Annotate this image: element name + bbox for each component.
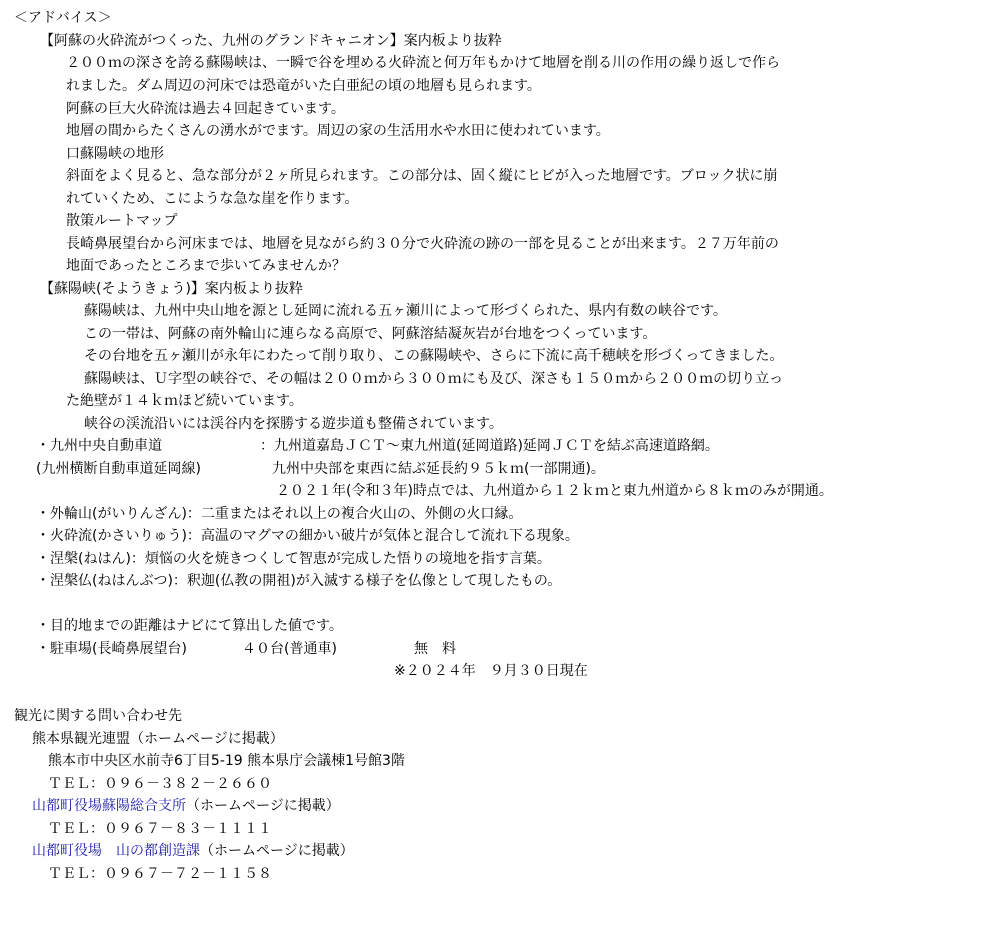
note-parking-fee: 無 料 xyxy=(414,641,456,657)
terrain-line2: れていくため、こにような急な崖を作ります。 xyxy=(66,191,359,207)
expressway-desc2: 九州中央部を東西に結ぶ延長約９５ｋｍ(一部開通)。 xyxy=(272,461,605,477)
contact-3-note: （ホームページに掲載） xyxy=(200,843,354,859)
contact-1-note: （ホームページに掲載） xyxy=(130,731,284,747)
expressway-desc3: ２０２１年(令和３年)時点では、九州道から１２ｋｍと東九州道から８ｋｍのみが開通。 xyxy=(276,483,833,499)
terrain-line1: 斜面をよく見ると、急な部分が２ヶ所見られます。この部分は、固く縦にヒビが入った地層です。ブロック状に崩 xyxy=(66,168,778,184)
aso-board-title: 【阿蘇の火砕流がつくった、九州のグランドキャニオン】案内板より抜粋 xyxy=(40,33,502,49)
soyo-board-title: 【蘇陽峡(そようきょう)】案内板より抜粋 xyxy=(40,281,303,297)
soyo-line5: 峡谷の渓流沿いには渓谷内を探勝する遊歩道も整備されています。 xyxy=(84,416,503,432)
note-as-of: ※２０２４年 ９月３０日現在 xyxy=(394,663,588,679)
contact-3-tel: ＴＥＬ：０９６７－７２－１１５８ xyxy=(48,866,272,882)
contact-1 xyxy=(32,730,284,748)
aso-p1-line1: ２００ｍの深さを誇る蘇陽峡は、一瞬で谷を埋める火砕流と何万年もかけて地層を削る川の作用の繰り返しで作ら xyxy=(66,55,780,71)
glossary-nehan: ・涅槃(ねはん)：煩悩の火を焼きつくして智恵が完成した悟りの境地を指す言葉。 xyxy=(36,551,551,567)
terrain-heading: 口蘇陽峡の地形 xyxy=(66,146,164,162)
contact-1-address: 熊本市中央区水前寺6丁目5-19 熊本県庁会議棟1号館3階 xyxy=(48,753,405,769)
aso-p3: 地層の間からたくさんの湧水がでます。周辺の家の生活用水や水田に使われています。 xyxy=(66,123,610,139)
contact-2-tel: ＴＥＬ：０９６７－８３－１１１１ xyxy=(48,821,272,837)
route-heading: 散策ルートマップ xyxy=(66,213,178,229)
route-line1: 長崎鼻展望台から河床までは、地層を見ながら約３０分で火砕流の跡の一部を見ることが出来ます。２７万年前の xyxy=(66,236,779,252)
expressway-desc: ：九州道嘉島ＪＣＴ～東九州道(延岡道路)延岡ＪＣＴを結ぶ高速道路網。 xyxy=(260,438,719,454)
contact-3-link[interactable]: 山都町役場 山の都創造課 xyxy=(32,843,200,859)
glossary-gairinzan: ・外輪山(がいりんざん)：二重またはそれ以上の複合火山の、外側の火口縁。 xyxy=(36,506,523,522)
expressway-alt-name: (九州横断自動車道延岡線) xyxy=(36,461,201,477)
note-parking-label: ・駐車場(長崎鼻展望台) xyxy=(36,641,187,657)
note-parking-count: ４０台(普通車) xyxy=(242,641,337,657)
glossary-kasairyu: ・火砕流(かさいりゅう)：高温のマグマの細かい破片が気体と混合して流れ下る現象。 xyxy=(36,528,579,544)
contact-3 xyxy=(32,842,354,860)
contact-2-note: （ホームページに掲載） xyxy=(186,798,340,814)
expressway-name: ・九州中央自動車道 xyxy=(36,438,162,454)
contact-2 xyxy=(32,797,340,815)
glossary-nehanbutsu: ・涅槃仏(ねはんぶつ)：釈迦(仏教の開祖)が入滅する様子を仏像として現したもの。 xyxy=(36,573,562,589)
contact-2-link[interactable]: 山都町役場蘇陽総合支所 xyxy=(32,798,186,814)
soyo-line3: その台地を五ヶ瀬川が永年にわたって削り取り、この蘇陽峡や、さらに下流に高千穂峡を形づくってきました。 xyxy=(84,348,784,364)
aso-p2: 阿蘇の巨大火砕流は過去４回起きています。 xyxy=(66,101,345,117)
soyo-line4b: た絶壁が１４ｋｍほど続いています。 xyxy=(66,393,303,409)
soyo-line4a: 蘇陽峡は、Ｕ字型の峡谷で、その幅は２００ｍから３００ｍにも及び、深さも１５０ｍから２００ｍの切り立っ xyxy=(84,371,784,387)
advice-heading: ＜アドバイス＞ xyxy=(14,10,112,26)
aso-p1-line2: れました。ダム周辺の河床では恐竜がいた白亜紀の頃の地層も見られます。 xyxy=(66,78,541,94)
note-distance: ・目的地までの距離はナビにて算出した値です。 xyxy=(36,618,343,634)
soyo-line1: 蘇陽峡は、九州中央山地を源とし延岡に流れる五ヶ瀬川によって形づくられた、県内有数の峡谷です。 xyxy=(84,303,727,319)
soyo-line2: この一帯は、阿蘇の南外輪山に連らなる高原で、阿蘇溶結凝灰岩が台地をつくっています。 xyxy=(84,326,657,342)
route-line2: 地面であったところまで歩いてみませんか？ xyxy=(66,258,346,274)
contacts-heading: 観光に関する問い合わせ先 xyxy=(14,708,182,724)
contact-1-name: 熊本県観光連盟 xyxy=(32,731,130,747)
contact-1-tel: ＴＥＬ：０９６－３８２－２６６０ xyxy=(48,776,272,792)
